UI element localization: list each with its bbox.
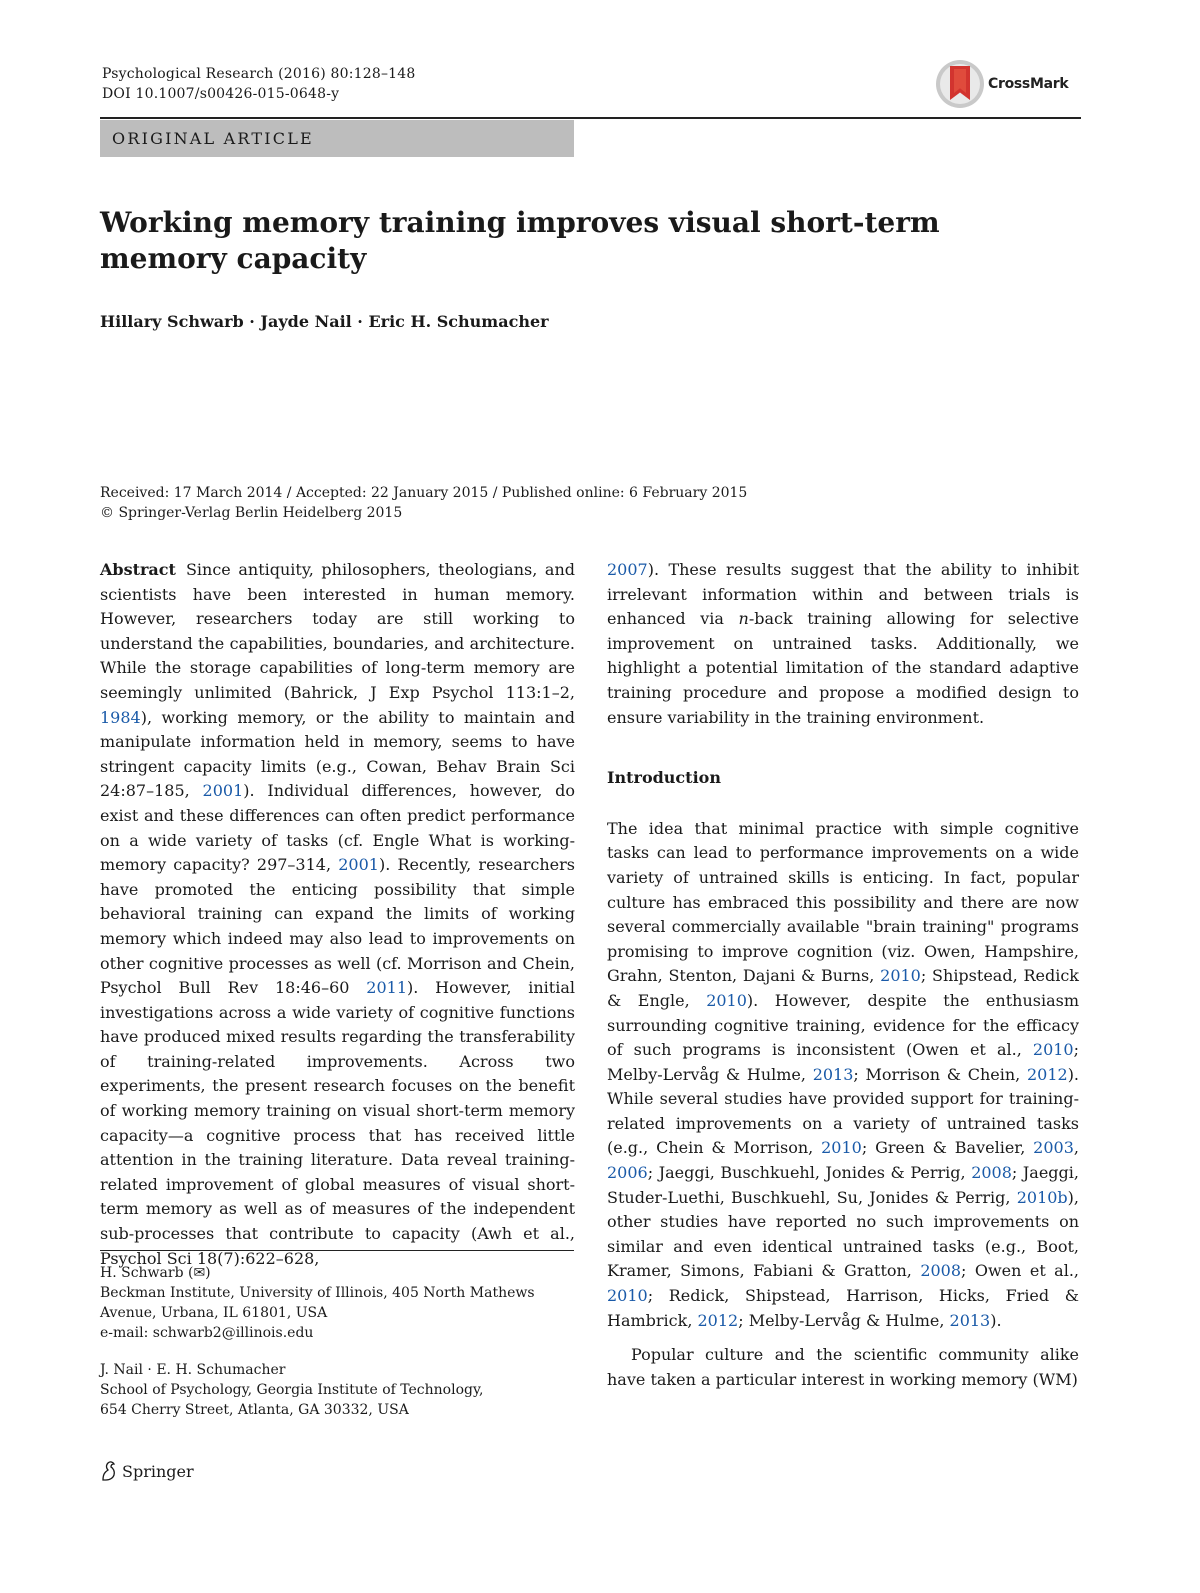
journal-citation: Psychological Research (2016) 80:128–148 (102, 66, 416, 82)
citation-link[interactable]: 2010 (880, 966, 921, 986)
abstract (100, 558, 575, 1271)
affiliation-line: School of Psychology, Georgia Institute of Technology, (100, 1382, 484, 1398)
citation-link[interactable]: 1984 (100, 707, 141, 727)
citation-link[interactable]: 2010 (821, 1138, 862, 1158)
publisher-name: Springer (122, 1461, 194, 1481)
affiliation-line: 654 Cherry Street, Atlanta, GA 30332, USA (100, 1402, 409, 1418)
introduction-paragraph-2: Popular culture and the scientific community alike have taken a particular interest in working memory (WM) (607, 1345, 1079, 1389)
citation-link[interactable]: 2010 (607, 1286, 648, 1306)
copyright: © Springer-Verlag Berlin Heidelberg 2015 (100, 505, 403, 521)
abstract-label: Abstract (100, 560, 176, 579)
introduction-paragraph: The idea that minimal practice with simple cognitive tasks can lead to performance improvements on a wide variety of untrained skills is enticing. In fact, popular culture has embraced this possibility and there are now several commercially available "brain training" programs promising to improve cognition (viz. Owen, Hampshire, Grahn, Stenton, Dajani & Burns, 2010; Shipstead, Redick & Engle, 2010). However, despite the enthusiasm surrounding cognitive training, evidence for the efficacy of such programs is inconsistent (Owen et al., 2010; Melby-Lervåg & Hulme, 2013; Morrison & Chein, 2012). While several studies have provided support for training-related improvements on a variety of untrained tasks (e.g., Chein & Morrison, 2010; Green & Bavelier, 2003, 2006; Jaeggi, Buschkuehl, Jonides & Perrig, 2008; Jaeggi, Studer-Luethi, Buschkuehl, Su, Jonides & Perrig, 2010b), other studies have reported no such improvements on similar and even identical untrained tasks (e.g., Boot, Kramer, Simons, Fabiani & Gratton, 2008; Owen et al., 2010; Redick, Shipstead, Harrison, Hicks, Fried & Hambrick, 2012; Melby-Lervåg & Hulme, 2013). (607, 818, 1080, 1330)
n-back-italic: n (738, 609, 749, 629)
doi[interactable]: DOI 10.1007/s00426-015-0648-y (102, 86, 340, 102)
citation-link[interactable]: 2001 (202, 781, 244, 801)
article-type-banner: ORIGINAL ARTICLE (100, 120, 574, 157)
affiliation-2 (100, 1360, 483, 1420)
right-column (607, 558, 1079, 1392)
citation-link[interactable]: 2010b (1016, 1187, 1068, 1207)
abstract-text: -back training allowing for selective improvement on untrained tasks. Additionally, we highlight a potential limitation of the standard adaptive training procedure and propose a modified design to ensure variability in the training environment. (607, 609, 1080, 727)
crossmark-icon (936, 60, 984, 108)
footnote-rule (100, 1250, 574, 1251)
springer-horse-icon (100, 1460, 118, 1482)
abstract-continued (607, 558, 1079, 730)
abstract-text: ). Recently, researchers have promoted the enticing possibility that simple behavioral training can expand the limits of working memory which indeed may also lead to improvements on other cognitive processes as well (cf. Morrison and Chein, Psychol Bull Rev 18:46–60 (100, 855, 576, 998)
email-link[interactable]: e-mail: schwarb2@illinois.edu (100, 1325, 314, 1341)
abstract-text: ). These results suggest that the ability to inhibit irrelevant information within and between trials is enhanced via (607, 560, 1079, 629)
abstract-column (100, 558, 575, 1271)
citation-link[interactable]: 2013 (812, 1064, 854, 1084)
citation-link[interactable]: 2013 (949, 1310, 991, 1330)
citation-link[interactable]: 2001 (338, 855, 379, 875)
history-dates: Received: 17 March 2014 / Accepted: 22 January 2015 / Published online: 6 February 2015 (100, 485, 748, 501)
affiliation-line: Beckman Institute, University of Illinois, 405 North Mathews (100, 1285, 535, 1301)
journal-header (102, 64, 416, 104)
citation-link[interactable]: 2007 (607, 560, 648, 579)
abstract-text-continued: ). However, initial investigations across a wide variety of cognitive functions have produced mixed results regarding the transferability of training-related improvements. Across two experiments, the present research focuses on the benefit of working memory training on visual short-term memory capacity—a cognitive process that has received little attention in the training literature. Data reveal training-related improvement of global measures of visual short-term memory as well as of measures of the independent sub-processes that contribute to capacity (Awh et al., Psychol Sci 18(7):622–628, (100, 978, 576, 1268)
abstract-text: ). Individual differences, however, do exist and these differences can often predict performance on a wide variety of tasks (cf. Engle What is working-memory capacity? 297–314, (100, 781, 575, 875)
citation-link[interactable]: 2012 (697, 1310, 739, 1330)
citation-link[interactable]: 2003 (1033, 1138, 1074, 1158)
header-rule (100, 117, 1081, 119)
citation-link[interactable]: 2010 (1032, 1040, 1074, 1060)
corresponding-author: H. Schwarb (✉) (100, 1265, 211, 1281)
coauthors: J. Nail · E. H. Schumacher (100, 1362, 286, 1378)
affiliation-line: Avenue, Urbana, IL 61801, USA (100, 1305, 328, 1321)
crossmark-label: CrossMark (988, 76, 1069, 92)
author-list: Hillary Schwarb · Jayde Nail · Eric H. Schumacher (100, 312, 549, 331)
citation-link[interactable]: 2006 (607, 1163, 648, 1183)
publication-dates (100, 483, 747, 523)
citation-link[interactable]: 2008 (971, 1163, 1012, 1183)
abstract-text: Since antiquity, philosophers, theologians, and scientists have been interested in human memory. However, researchers today are still working to understand the capabilities, boundaries, and architecture. While the storage capabilities of long-term memory are seemingly unlimited (Bahrick, J Exp Psychol 113:1–2, (100, 560, 575, 702)
citation-link[interactable]: 2008 (920, 1261, 962, 1281)
abstract-text: ), working memory, or the ability to maintain and manipulate information held in memory, seems to have stringent capacity limits (e.g., Cowan, Behav Brain Sci 24:87–185, (100, 707, 575, 801)
section-heading-introduction: Introduction (607, 768, 721, 788)
citation-link[interactable]: 2010 (706, 990, 747, 1010)
citation-link[interactable]: 2011 (366, 978, 408, 998)
crossmark-badge[interactable] (936, 56, 1082, 112)
citation-link[interactable]: 2012 (1026, 1064, 1068, 1084)
publisher-footer (100, 1460, 194, 1482)
article-title: Working memory training improves visual short-term memory capacity (100, 206, 940, 275)
affiliation-1 (100, 1263, 535, 1343)
